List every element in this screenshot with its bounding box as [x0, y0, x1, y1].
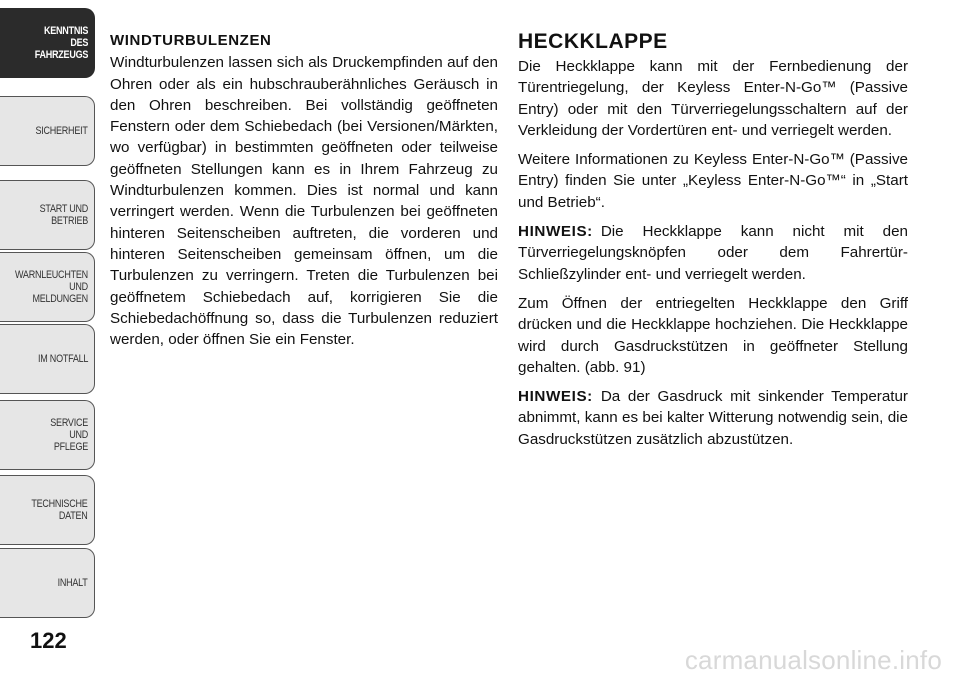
left-column: [110, 30, 498, 358]
watermark: carmanualsonline.info: [684, 645, 942, 675]
tab-sicherheit[interactable]: SICHERHEIT: [0, 96, 95, 166]
tab-start-und-betrieb[interactable]: START UND BETRIEB: [0, 180, 95, 250]
note-2-label: HINWEIS:: [518, 388, 593, 406]
note-2-text: Da der Gasdruck mit sinkender Temperatur abnimmt, kann es bei kalter Witterung notwendig sein, die Gasdruckstützen zusätzlich abzustützen.: [518, 388, 908, 448]
tab-technische-daten[interactable]: TECHNISCHE DATEN: [0, 475, 95, 545]
page-number: 122: [30, 628, 67, 653]
tab-service-und-pflege[interactable]: SERVICE UND PFLEGE: [0, 400, 95, 470]
heckklappe-paragraph-3: Zum Öffnen der entriegelten Heckklappe den Griff drücken und die Heckklappe hochziehen. Die Heckklappe wird durch Gasdruckstützen in geöffneter Stellung gehalten. (abb. 91): [518, 294, 908, 376]
tab-warnleuchten[interactable]: WARNLEUCHTEN UND MELDUNGEN: [0, 252, 95, 322]
note-1: [518, 221, 908, 285]
heckklappe-paragraph-2: Weitere Informationen zu Keyless Enter-N-Go™ (Passive Entry) finden Sie unter „Keyless Enter-N-Go™“ in „Start und Betrieb“.: [518, 151, 908, 211]
tab-inhalt[interactable]: INHALT: [0, 548, 95, 618]
chapter-tabs: [0, 0, 100, 678]
windturbulenzen-body: Windturbulenzen lassen sich als Druckempfinden auf den Ohren oder als ein hubschrauberähnliches Geräusch in den Ohren beschreiben. Bei vollständig geöffneten Fenstern oder dem Schiebedach (bei Versionen/Märkten, wo verfügbar) in bestimmten geöffneten oder teilweise geöffneten Stellungen kann es in Ihrem Fahrzeug zu Windturbulenzen kommen. Dies ist normal und kann verringert werden. Wenn die Turbulenzen bei geöffneten hinteren Seitenscheiben auftreten, die vorderen und hinteren Seitenscheiben gemeinsam öffnen, um die Turbulenzen zu verringern. Treten die Turbulenzen bei geöffnetem Schiebedach auf, korrigieren Sie die Schiebedachöffnung so, dass die Turbulenzen reduziert werden, oder öffnen Sie ein Fenster.: [110, 54, 498, 349]
note-1-label: HINWEIS:: [518, 223, 593, 241]
tab-kenntnis-des-fahrzeugs[interactable]: KENNTNIS DES FAHRZEUGS: [0, 8, 95, 78]
note-2: [518, 386, 908, 450]
note-1-text: Die Heckklappe kann nicht mit den Türverriegelungsknöpfen oder dem Fahrertür-Schließzylinder ent- und verriegelt werden.: [518, 223, 908, 283]
windturbulenzen-heading: WINDTURBULENZEN: [110, 32, 272, 49]
right-column: [518, 30, 908, 458]
heckklappe-title: HECKKLAPPE: [518, 30, 668, 53]
tab-im-notfall[interactable]: IM NOTFALL: [0, 324, 95, 394]
heckklappe-paragraph-1: Die Heckklappe kann mit der Fernbedienung der Türentriegelung, der Keyless Enter-N-Go™ (Passive Entry) oder mit den Türverriegelungsschaltern auf der Verkleidung der Vordertüren ent- und verriegelt werden.: [518, 58, 908, 139]
